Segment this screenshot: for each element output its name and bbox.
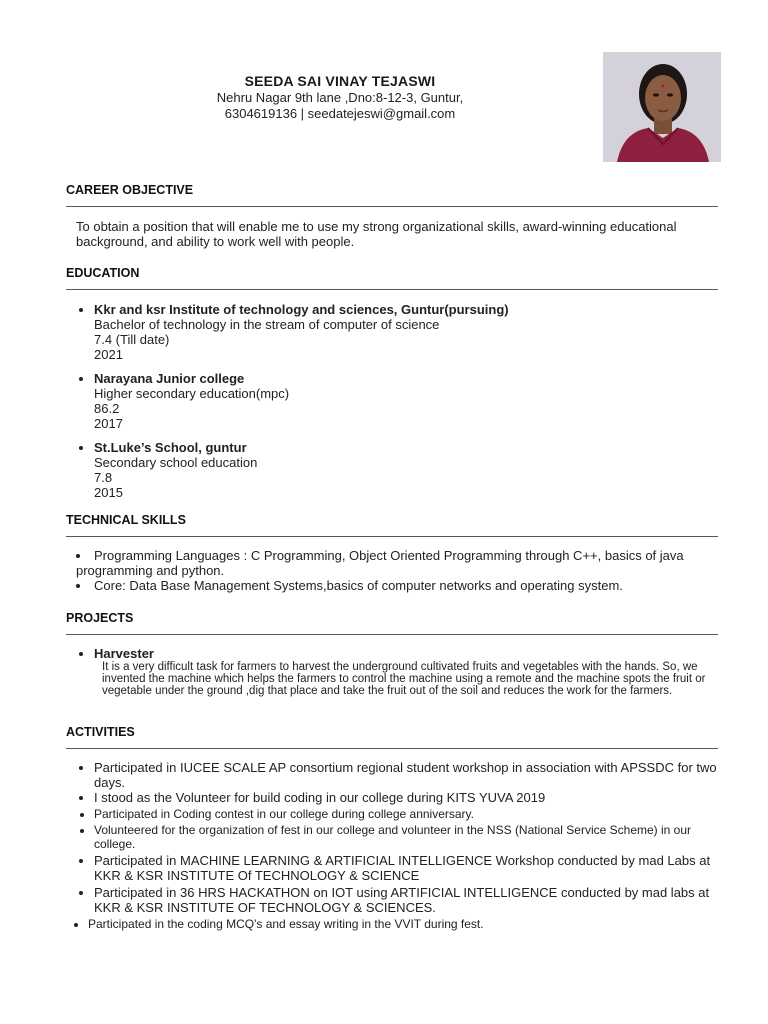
education-section <box>66 265 718 509</box>
year: 2021 <box>94 347 123 362</box>
project-item <box>94 646 718 697</box>
skill-item: • Programming Languages : C Programming, Object Oriented Programming through C++, basics of java programming and python. <box>76 548 718 578</box>
activity-item: • Participated in Coding contest in our college during college anniversary. <box>94 807 718 821</box>
course: Secondary school education <box>94 455 258 470</box>
project-description: It is a very difficult task for farmers to harvest the underground cultivated fruits and vegetables with the hands. So, we invented the machine which helps the farmers to control the machine using a remote and the machine spots the fruit or vegetable under the ground ,dig that place and take the fruit out of the soil and reduces the work for the farmers. <box>102 661 706 697</box>
section-title: PROJECTS <box>66 611 134 625</box>
candidate-name: SEEDA SAI VINAY TEJASWI <box>244 73 436 89</box>
score: 7.4 (Till date) <box>94 332 170 347</box>
education-item <box>94 302 718 362</box>
portrait-image <box>603 52 721 162</box>
activity-item: • Participated in the coding MCQ's and essay writing in the VVIT during fest. <box>88 917 718 931</box>
year: 2015 <box>94 485 123 500</box>
section-divider <box>66 289 718 290</box>
contact-line: 6304619136 | seedatejeswi@gmail.com <box>224 106 456 121</box>
section-title: TECHNICAL SKILLS <box>66 513 186 527</box>
profile-photo <box>603 52 721 162</box>
score: 7.8 <box>94 470 113 485</box>
address-line: Nehru Nagar 9th lane ,Dno:8-12-3, Guntur, <box>216 90 464 105</box>
education-item <box>94 371 718 431</box>
resume-header <box>180 72 500 122</box>
activity-item: • Participated in 36 HRS HACKATHON on IOT using ARTIFICIAL INTELLIGENCE conducted by mad labs at KKR & KSR INSTITUTE OF TECHNOLOGY & SCIENCES. <box>94 885 718 915</box>
section-title: ACTIVITIES <box>66 725 135 739</box>
project-name: • Harvester <box>94 646 154 661</box>
education-item <box>94 440 718 500</box>
career-objective-text: To obtain a position that will enable me to use my strong organizational skills, award-winning educational background, and ability to work well with people. <box>76 219 677 249</box>
activity-item: • Volunteered for the organization of fest in our college and volunteer in the NSS (National Service Scheme) in our college. <box>94 823 718 851</box>
activity-item: • I stood as the Volunteer for build coding in our college during KITS YUVA 2019 <box>94 790 718 805</box>
activity-item: • Participated in MACHINE LEARNING & ARTIFICIAL INTELLIGENCE Workshop conducted by mad Labs at KKR & KSR INSTITUTE Of TECHNOLOGY & SCIENCE <box>94 853 718 883</box>
section-divider <box>66 536 718 537</box>
section-divider <box>66 748 718 749</box>
section-title: CAREER OBJECTIVE <box>66 183 194 197</box>
career-objective-section <box>66 182 718 249</box>
school-name: • Kkr and ksr Institute of technology and sciences, Guntur(pursuing) <box>94 302 509 317</box>
school-name: • St.Luke’s School, guntur <box>94 440 247 455</box>
technical-skills-section <box>66 512 718 593</box>
course: Higher secondary education(mpc) <box>94 386 290 401</box>
section-divider <box>66 634 718 635</box>
activities-section <box>66 724 718 931</box>
projects-section <box>66 610 718 697</box>
score: 86.2 <box>94 401 120 416</box>
section-divider <box>66 206 718 207</box>
year: 2017 <box>94 416 123 431</box>
skill-item: • Core: Data Base Management Systems,basics of computer networks and operating system. <box>76 578 718 593</box>
school-name: • Narayana Junior college <box>94 371 245 386</box>
course: Bachelor of technology in the stream of computer of science <box>94 317 440 332</box>
section-title: EDUCATION <box>66 266 140 280</box>
activity-item: • Participated in IUCEE SCALE AP consortium regional student workshop in association with APSSDC for two days. <box>94 760 718 790</box>
